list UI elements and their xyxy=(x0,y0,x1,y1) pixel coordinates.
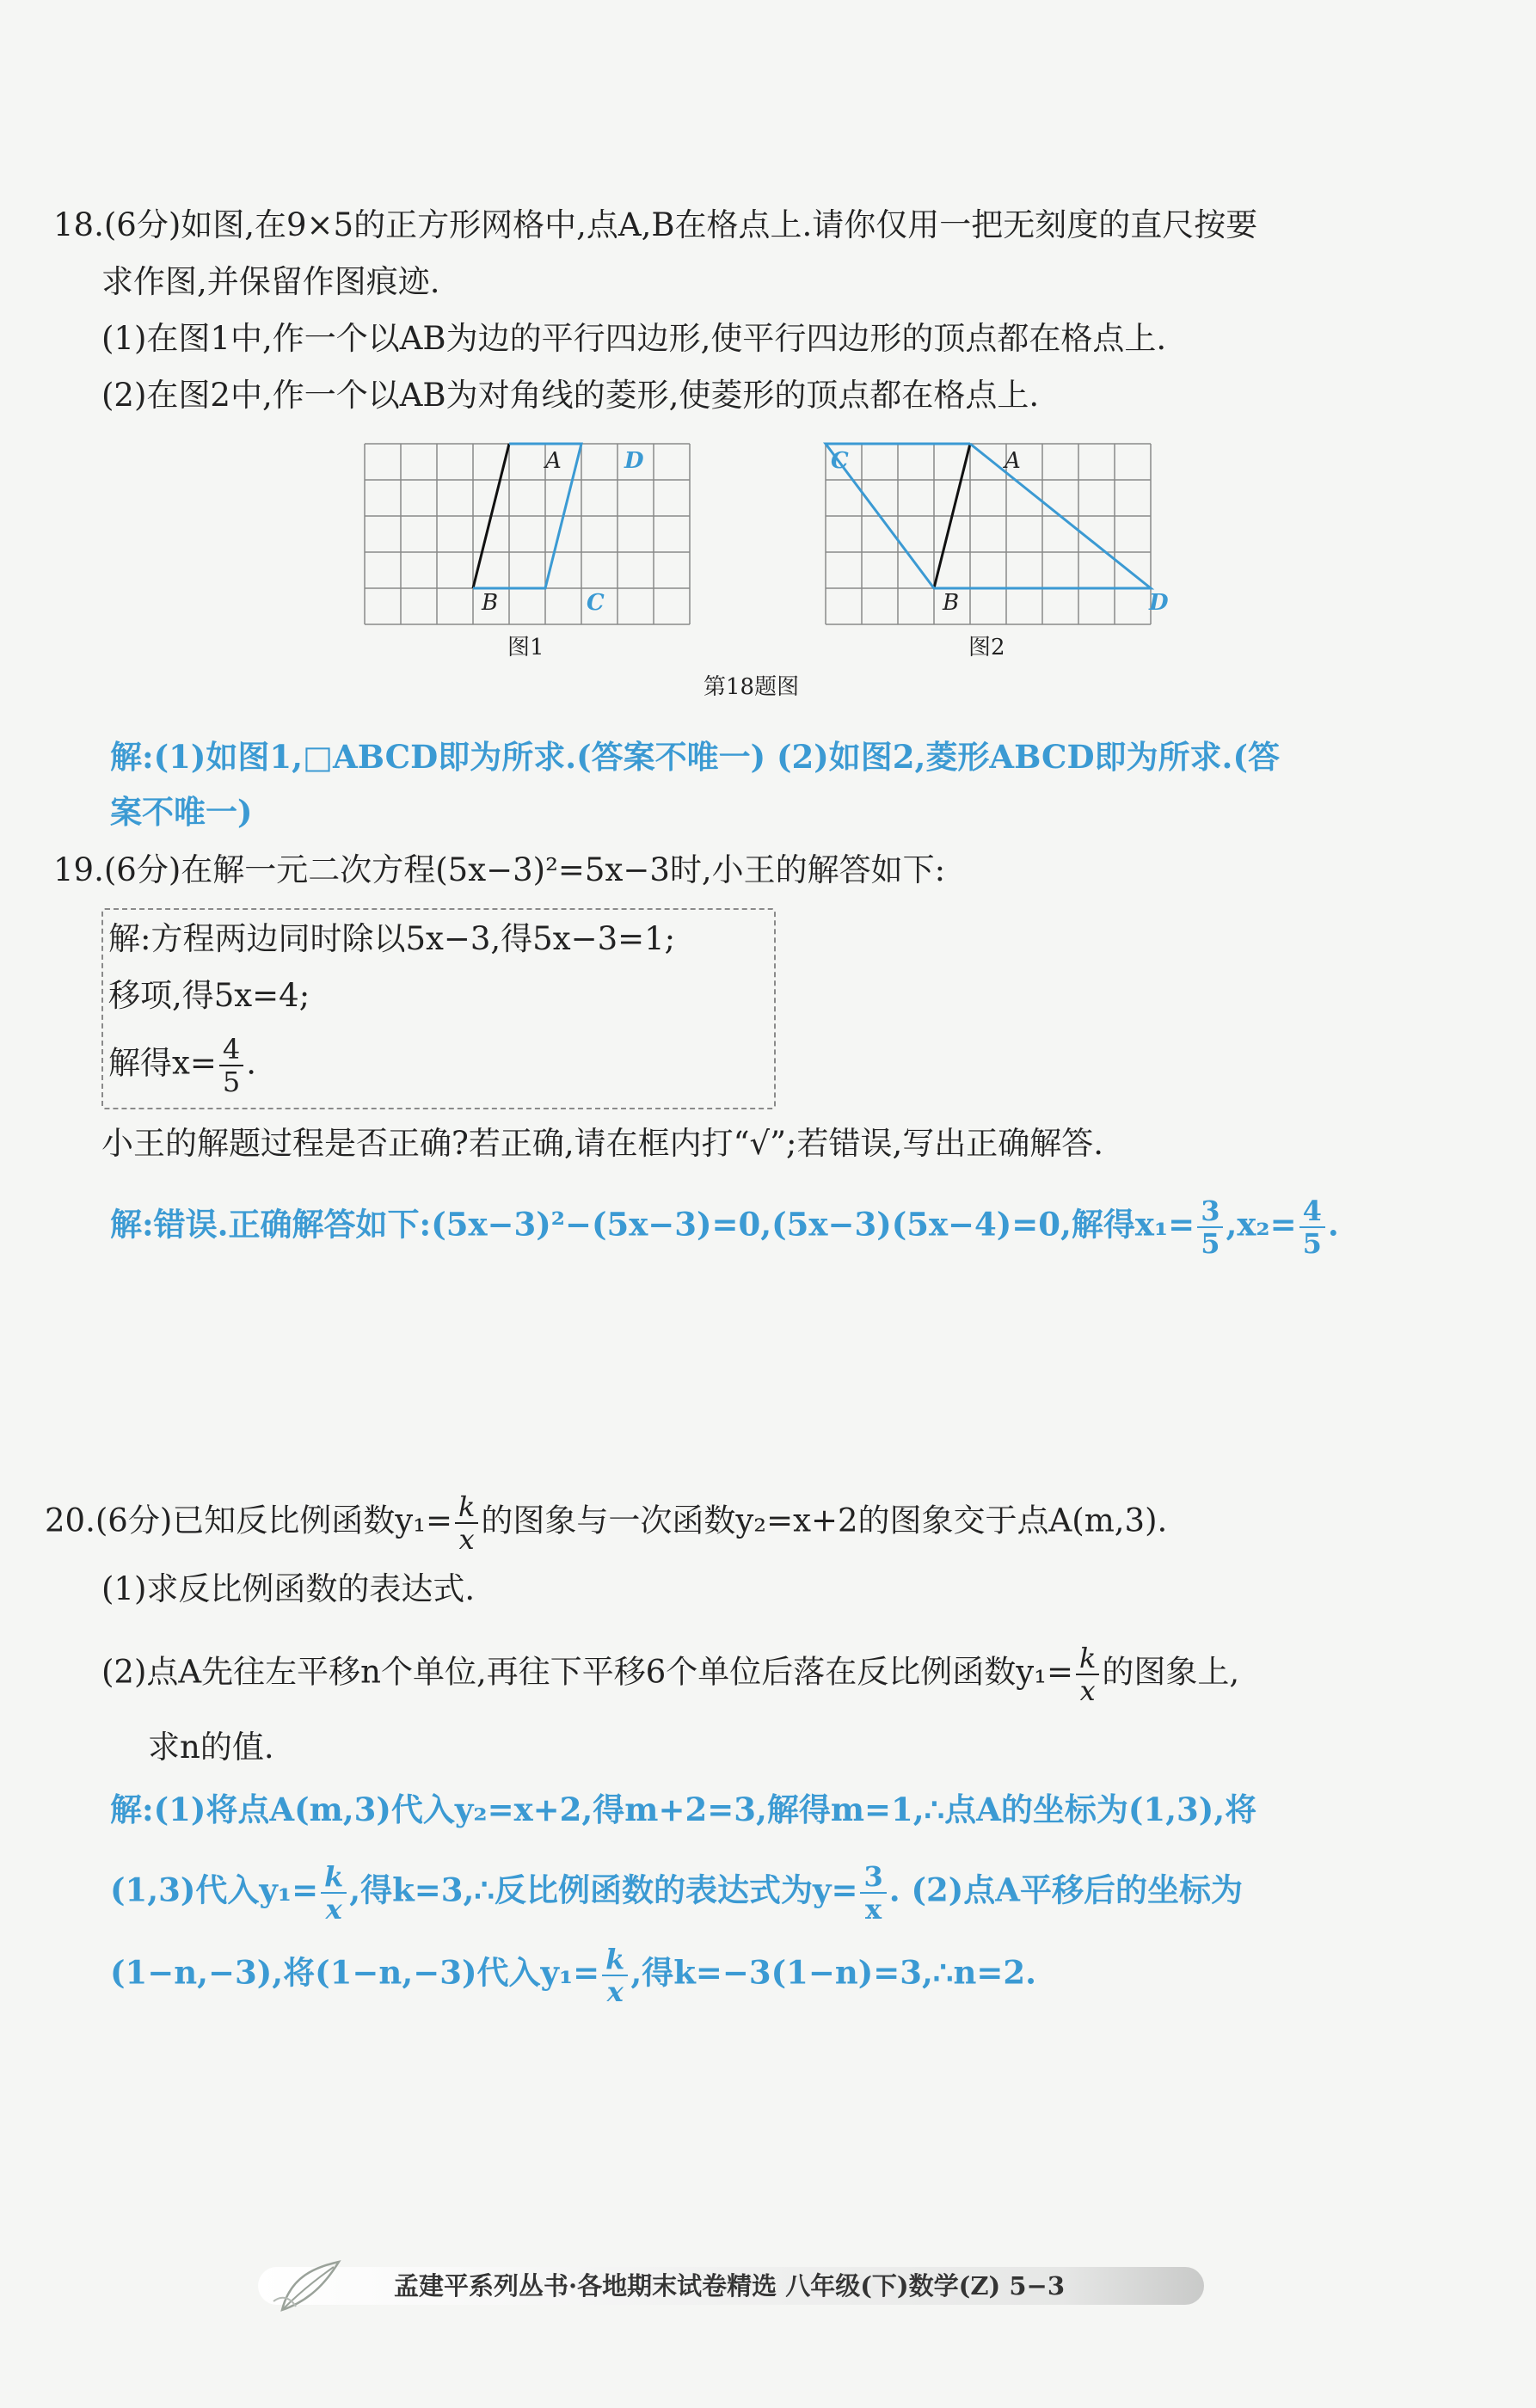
fraction-3-x xyxy=(860,1861,886,1925)
fig2-label-b: B xyxy=(943,590,960,616)
q18-part-1: (1)在图1中,作一个以AB为边的平行四边形,使平行四边形的顶点都在格点上. xyxy=(101,320,1167,357)
box-line-3-post: . xyxy=(246,1044,256,1082)
footer-text: 孟建平系列丛书·各地期末试卷精选 八年级(下)数学(Z) 5−3 xyxy=(394,2271,1065,2300)
q20-answer-2-mid: ,得k=3,∴反比例函数的表达式为y= xyxy=(349,1870,858,1909)
fraction-k-x xyxy=(321,1861,347,1925)
q20-part-2-post: 的图象上, xyxy=(1102,1653,1240,1691)
q18-line-2: 求作图,并保留作图痕迹. xyxy=(101,263,440,300)
q20-line-1 xyxy=(45,1491,1167,1555)
q19-line-2: 小王的解题过程是否正确?若正确,请在框内打“√”;若错误,写出正确解答. xyxy=(101,1125,1103,1162)
leaf-logo-icon xyxy=(265,2241,347,2324)
frac-den: x xyxy=(325,1893,342,1926)
figure-caption: 第18题图 xyxy=(703,674,800,700)
q20-part-1: (1)求反比例函数的表达式. xyxy=(101,1570,476,1607)
q20-answer-line-1: 解:(1)将点A(m,3)代入y₂=x+2,得m+2=3,解得m=1,∴点A的坐标为(1,3),将 xyxy=(110,1791,1257,1828)
frac-num: k xyxy=(321,1861,347,1894)
q19-answer-mid: ,x₂= xyxy=(1226,1205,1297,1244)
fraction-k-x xyxy=(602,1944,628,2007)
frac-num: k xyxy=(455,1491,478,1524)
fraction-k-x xyxy=(1076,1643,1099,1706)
q19-answer-post: . xyxy=(1327,1205,1339,1244)
q20-line-1-pre: 20.(6分)已知反比例函数y₁= xyxy=(45,1502,452,1539)
q20-part-2 xyxy=(101,1643,1239,1706)
fraction-3-5 xyxy=(1197,1195,1223,1259)
q19-answer-pre: 解:错误.正确解答如下:(5x−3)²−(5x−3)=0,(5x−3)(5x−4)=0,解得x₁= xyxy=(110,1205,1195,1244)
fig2-label-d: D xyxy=(1149,590,1169,616)
frac-num: 4 xyxy=(1299,1195,1325,1228)
fig2-caption: 图2 xyxy=(968,635,1005,660)
frac-den: 5 xyxy=(222,1066,241,1098)
frac-num: k xyxy=(1076,1643,1099,1675)
q18-answer-line-1: 解:(1)如图1,□ABCD即为所求.(答案不唯一) (2)如图2,菱形ABCD即为所求.(答 xyxy=(110,738,1280,776)
frac-den: 5 xyxy=(1302,1227,1322,1260)
frac-den: x xyxy=(865,1893,882,1926)
q20-answer-line-2 xyxy=(110,1861,1243,1925)
q20-part-2-cont: 求n的值. xyxy=(148,1729,274,1766)
frac-den: x xyxy=(606,1975,624,2008)
fig1-caption: 图1 xyxy=(507,635,544,660)
q20-answer-2-post: . (2)点A平移后的坐标为 xyxy=(888,1870,1243,1909)
fraction-4-5 xyxy=(219,1034,243,1097)
figure-1-grid xyxy=(359,439,698,630)
q20-answer-line-3 xyxy=(110,1944,1036,2007)
fig1-label-c: C xyxy=(587,590,605,616)
frac-num: 3 xyxy=(1197,1195,1223,1228)
frac-num: 3 xyxy=(860,1861,886,1894)
q18-part-2: (2)在图2中,作一个以AB为对角线的菱形,使菱形的顶点都在格点上. xyxy=(101,377,1040,414)
fig1-label-a: A xyxy=(545,448,562,474)
fraction-4-5-answer xyxy=(1299,1195,1325,1259)
fig1-label-b: B xyxy=(482,590,499,616)
q19-line-1: 19.(6分)在解一元二次方程(5x−3)²=5x−3时,小王的解答如下: xyxy=(53,851,946,888)
frac-den: x xyxy=(1079,1674,1096,1707)
box-line-3 xyxy=(108,1034,256,1097)
figure-2-grid xyxy=(820,439,1159,630)
q18-answer-line-2: 案不唯一) xyxy=(110,793,253,831)
box-line-1: 解:方程两边同时除以5x−3,得5x−3=1; xyxy=(108,920,676,957)
q18-line-1: 18.(6分)如图,在9×5的正方形网格中,点A,B在格点上.请你仅用一把无刻度的直尺按要 xyxy=(53,206,1258,243)
frac-den: x xyxy=(458,1523,475,1556)
q19-answer xyxy=(110,1195,1339,1259)
box-line-3-pre: 解得x= xyxy=(108,1044,217,1082)
q20-answer-3-pre: (1−n,−3),将(1−n,−3)代入y₁= xyxy=(110,1953,600,1992)
frac-num: 4 xyxy=(219,1034,243,1066)
fig1-label-d: D xyxy=(624,448,644,474)
fig2-label-a: A xyxy=(1005,448,1021,474)
q20-answer-2-pre: (1,3)代入y₁= xyxy=(110,1870,319,1909)
q20-part-2-pre: (2)点A先往左平移n个单位,再往下平移6个单位后落在反比例函数y₁= xyxy=(101,1653,1073,1691)
fig2-label-c: C xyxy=(831,448,849,474)
q20-line-1-post: 的图象与一次函数y₂=x+2的图象交于点A(m,3). xyxy=(481,1502,1168,1539)
frac-den: 5 xyxy=(1201,1227,1220,1260)
q20-answer-3-post: ,得k=−3(1−n)=3,∴n=2. xyxy=(630,1953,1036,1992)
fraction-k-x xyxy=(455,1491,478,1555)
frac-num: k xyxy=(602,1944,628,1976)
box-line-2: 移项,得5x=4; xyxy=(108,977,310,1014)
